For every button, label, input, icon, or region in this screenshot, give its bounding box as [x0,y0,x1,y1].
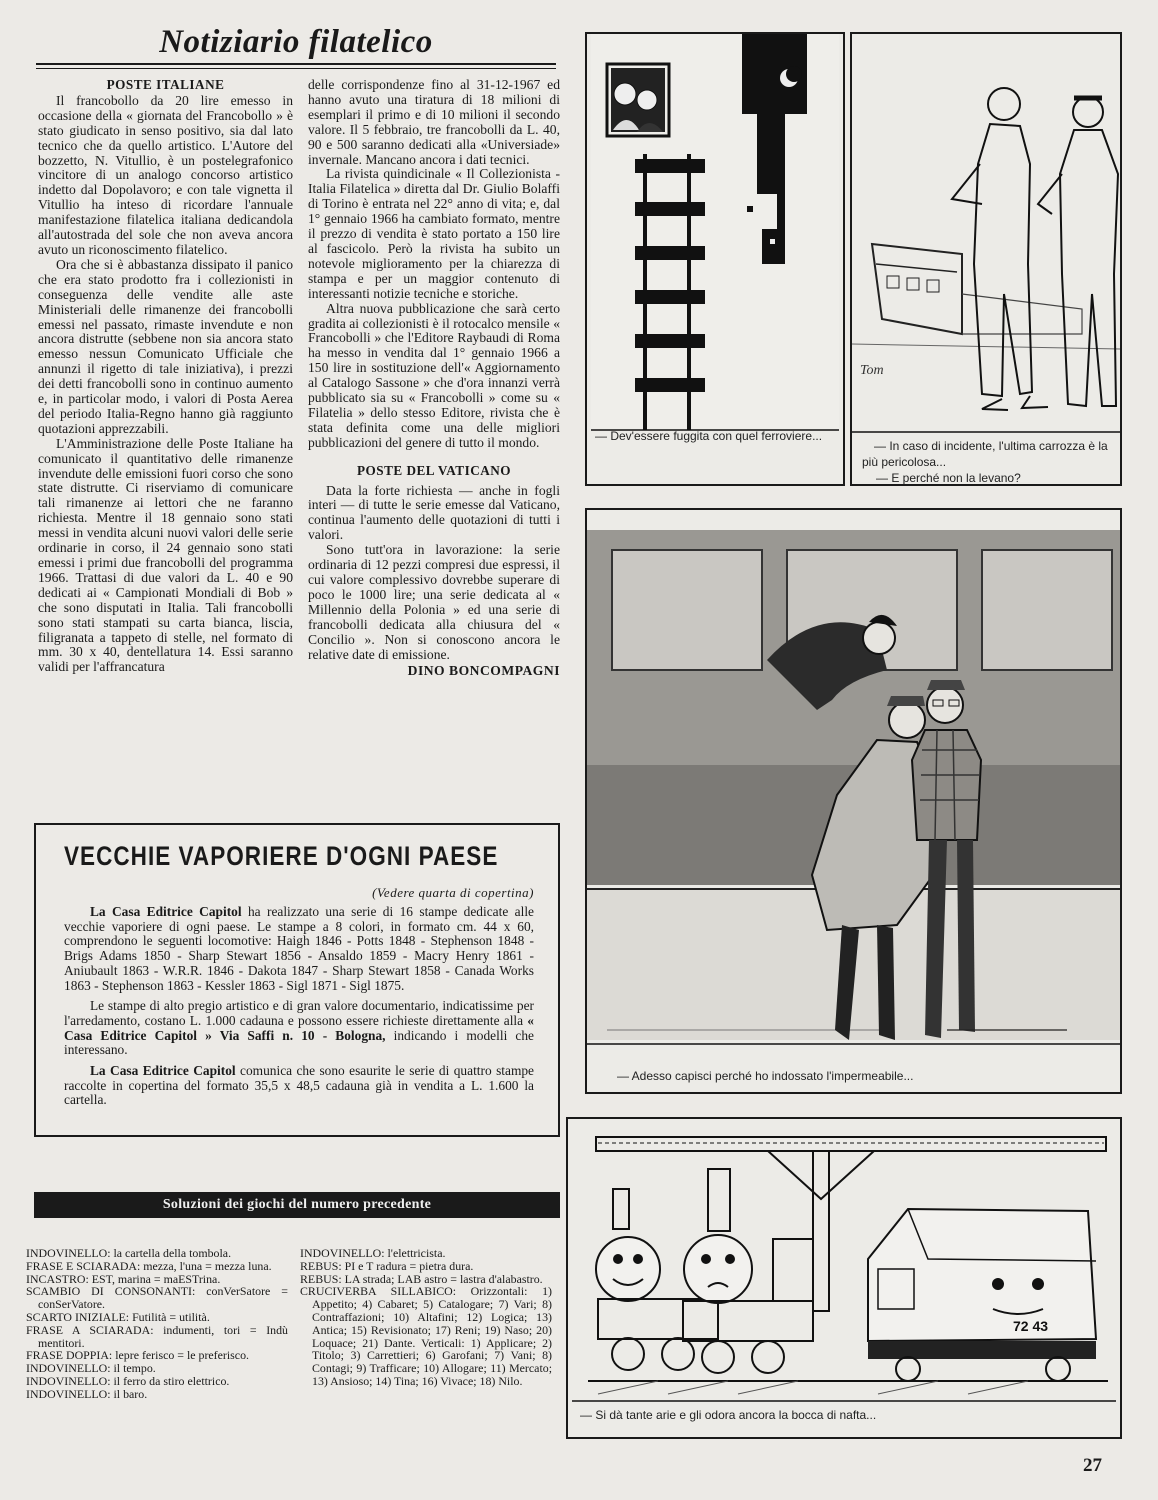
locomotive-number: 72 43 [1013,1318,1049,1334]
solution-item: INDOVINELLO: il baro. [26,1386,148,1401]
box-subtitle: (Vedere quarta di copertina) [372,885,534,900]
box-text: comunica che sono esaurite le serie di quattro stampe raccolte in copertina del formato 35,5 x 48,5 cadauna già in vendita a L. 1.600 la cartella. [64,1063,534,1108]
cartoon-caption-1: — In caso di incidente, l'ultima carrozza è la più pericolosa... [862,439,1108,469]
vaporiere-announcement-box [34,823,560,1137]
paragraph: Sono tutt'ora in lavorazione: la serie ordinaria di 12 pezzi compresi due espressi, il cui valore complessivo dovrebbe superare di poco le 1000 lire; una serie dedicata al « Millennio della Polonia » ed una serie di francobolli dedicata alla chiusura del « Concilio ». Non si conoscono ancora le relative date di emissione. [308,542,560,662]
section-title: Notiziario filatelico [159,24,433,60]
paragraph: Il francobollo da 20 lire emesso in occasione della « giornata del Francobollo » è stato giudicato in senso positivo, sia dal lato tecnico che da quello artistico. L'Autore del bozzetto, N. Vitullio, è un postelegrafonico vincitore di un analogo concorso artistico indetto dal Dopolavoro; e con tale vignetta il Vitullio ha inteso di ricordare l'annuale manifestazione filatelica italiana dedicandola all'autostrada del sole che non aveva ancora avuto un riconoscimento filatelico. [38,92,293,257]
paragraph: Data la forte richiesta — anche in fogli interi — di tutte le serie emesse dal Vaticano, continua l'aumento delle quotazioni di tutti i valori. [308,482,560,543]
cartoon-raincoat-drawing [587,510,1120,1092]
solution-item: FRASE DOPPIA: lepre ferisco = le preferisco. [26,1348,250,1363]
solution-item: REBUS: LA strada; LAB astro = lastra d'alabastro. [300,1271,543,1286]
title-rule [36,63,556,65]
cartoon-locomotives-drawing [568,1119,1120,1437]
cartoon-last-carriage-drawing [852,34,1120,484]
box-text: ha realizzato una serie di 16 stampe dedicate alle vecchie vaporiere di ogni paese. Le stampe a 8 colori, in formato cm. 44 x 60, comprendono le seguenti locomotive: Haigh 1846 - Potts 1848 - Stephenson 1848 - Brigs Adams 1850 - Sharp Stewart 1856 - Ansaldo 1859 - Macry Henry 1861 - Aniubault 1863 - W.R.R. 1846 - Dakota 1847 - Sharp Stewart 1858 - Canada Works 1863 - Stephenson 1863 - Kessler 1863 - Sigl 1871 - Sigl 1875. [64,904,534,993]
box-paragraph [64,999,534,1058]
box-paragraph [64,1064,534,1108]
paragraph: Ora che si è abbastanza dissipato il panico che era stato prodotto fra i collezionisti in conseguenza delle vendite alle aste Ministeriali delle rimanenze dei francobolli emessi nel passato, rimaste invendute e non ancora distrutte (sebbene non sia ancora stato emesso nessun Comunicato Ufficiale che annunzi il rigetto di tale iniziativa), i prezzi dei detti francobolli sono in continuo aumento e, in particolar modo, i valori di Posta Aerea del periodo Italia-Regno hanno già raggiunto quotazioni apprezzabili. [38,256,293,436]
box-paragraph [64,905,534,993]
heading-poste-italiane: POSTE ITALIANE [106,77,225,92]
author-signature: DINO BONCOMPAGNI [407,663,560,679]
paragraph: La rivista quindicinale « Il Collezionista - Italia Filatelica » diretta dal Dr. Giulio Bolaffi di Torino è entrata nel 22° anno di vita; e, dal 1° gennaio 1966 ha cambiato formato, mentre il prezzo di vendita è stato portato a 150 lire al fascicolo. Però la rivista ha subito un notevole miglioramento per la chiarezza di stampa e per un maggior contenuto di interessanti notizie tecniche e storiche. [308,166,560,301]
solution-item: INCASTRO: EST, marina = maESTrina. [26,1271,221,1286]
box-body [64,905,534,1108]
cartoon-caption: — Adesso capisci perché ho indossato l'impermeabile... [617,1069,914,1083]
solution-item: INDOVINELLO: la cartella della tombola. [26,1246,232,1260]
cartoon-caption: — Si dà tante arie e gli odora ancora la bocca di nafta... [580,1408,877,1422]
title-rule-thin [36,68,556,69]
paragraph: delle corrispondenze fino al 31-12-1967 ed hanno avuto una tiratura di 18 milioni di esemplari il primo e di 10 milioni il secondo valore. Il 5 febbraio, tre francobolli da L. 40, 90 e 500 saranno dedicati alla «Universiade» invernale. Mancano ancora i dati tecnici. [308,77,560,167]
paragraph: L'Amministrazione delle Poste Italiane ha comunicato il quantitativo delle rimanenze invendute delle emissioni fuori corso che sono state distrutte. Ci riserviamo di comunicare tali rimanenze ai lettori che ne faranno richiesta. Mentre il 18 gennaio sono stati messi in vendita alcuni nuovi valori delle serie ordinarie in corso, il 24 gennaio sono stati emessi i primi due francobolli del programma 1966. Trattasi di due valori da L. 40 e 90 dedicati ai « Campionati Mondiali di Bob » che sono disputati in Italia. Tali francobolli sono stati stampati su carta bianca, liscia, filigranata a tappeto di stelle, nel formato di mm. 30 x 40, dentellatura 14. Essi saranno validi per l'affrancatura [38,435,293,675]
box-text: Le stampe di alto pregio artistico e di gran valore documentario, indicatissime per l'arredamento, costano L. 1.000 cadauna e possono essere richieste direttamente alla [64,998,534,1028]
box-text: indicando i modelli che interessano. [64,1027,534,1058]
cartoon-ladder [585,32,845,486]
solutions-header: Soluzioni dei giochi del numero precedente [34,1192,560,1218]
solution-item: SCAMBIO DI CONSONANTI: conVerSatore = conSerVatore. [26,1284,288,1312]
solution-item: FRASE E SCIARADA: mezza, l'una = mezza luna. [26,1258,272,1273]
solutions-column-2 [300,1247,552,1388]
solutions-column-1 [26,1247,288,1401]
publisher-name: La Casa Editrice Capitol [90,1063,236,1079]
cartoon-last-carriage [850,32,1122,486]
solution-item: INDOVINELLO: l'elettricista. [300,1246,446,1260]
box-title: VECCHIE VAPORIERE D'OGNI PAESE [64,841,499,871]
heading-poste-vaticano: POSTE DEL VATICANO [356,462,512,478]
cartoon-caption-2: — E perché non la levano? [876,471,1021,485]
solution-item: INDOVINELLO: il ferro da stiro elettrico. [26,1373,230,1388]
solution-item: CRUCIVERBA SILLABICO: Orizzontali: 1) Appetito; 4) Cabaret; 5) Catalogare; 7) Vari; 8) Contraffazioni; 10) Altafini; 12) Logica; 13) Antica; 15) Revisionato; 17) Reni; 19) Naso; 20) Loquace; 21) Dante. Verticali: 1) Applicare; 2) Titolo; 3) Carrettieri; 6) Garofani; 7) Vani; 8) Contagi; 9) Trafficare; 10) Allogare; 11) Mercato; 13) Ansioso; 14) Tina; 16) Vivace; 18) Nilo. [300,1284,552,1388]
paragraph: Altra nuova pubblicazione che sarà certo gradita ai collezionisti è il rotocalco mensile « Francobolli » che l'Editore Raybaudi di Roma ha messo in vendita dal 1° gennaio 1966 a 150 lire in sostituzione dell'« Aggiornamento al Catalogo Sassone » che d'ora innanzi verrà pubblicato sia su « Francobolli » come su « Filatelia » dello stesso Editore, rivista che è stata definita come una delle migliori pubblicazioni del genere di tutto il mondo. [308,300,560,450]
solution-item: INDOVINELLO: il tempo. [26,1361,156,1376]
solution-item: FRASE A SCIARADA: indumenti, tori = Indù mentitori. [26,1322,288,1350]
cartoon-locomotives [566,1117,1122,1439]
page-number: 27 [1083,1455,1102,1476]
article-column-2 [308,78,560,679]
article-column-1 [38,78,293,675]
cartoon-caption: — Dev'essere fuggita con quel ferroviere... [595,429,823,443]
cartoon-ladder-drawing [587,34,843,484]
solution-item: SCARTO INIZIALE: Futilità = utilità. [26,1309,210,1324]
solution-item: REBUS: PI e T radura = pietra dura. [300,1258,474,1273]
publisher-name: La Casa Editrice Capitol [90,904,242,919]
cartoon-raincoat [585,508,1122,1094]
publisher-address: « Casa Editrice Capitol » Via Saffi n. 10 - Bologna, [64,1012,534,1043]
artist-signature: Tom [860,363,884,378]
